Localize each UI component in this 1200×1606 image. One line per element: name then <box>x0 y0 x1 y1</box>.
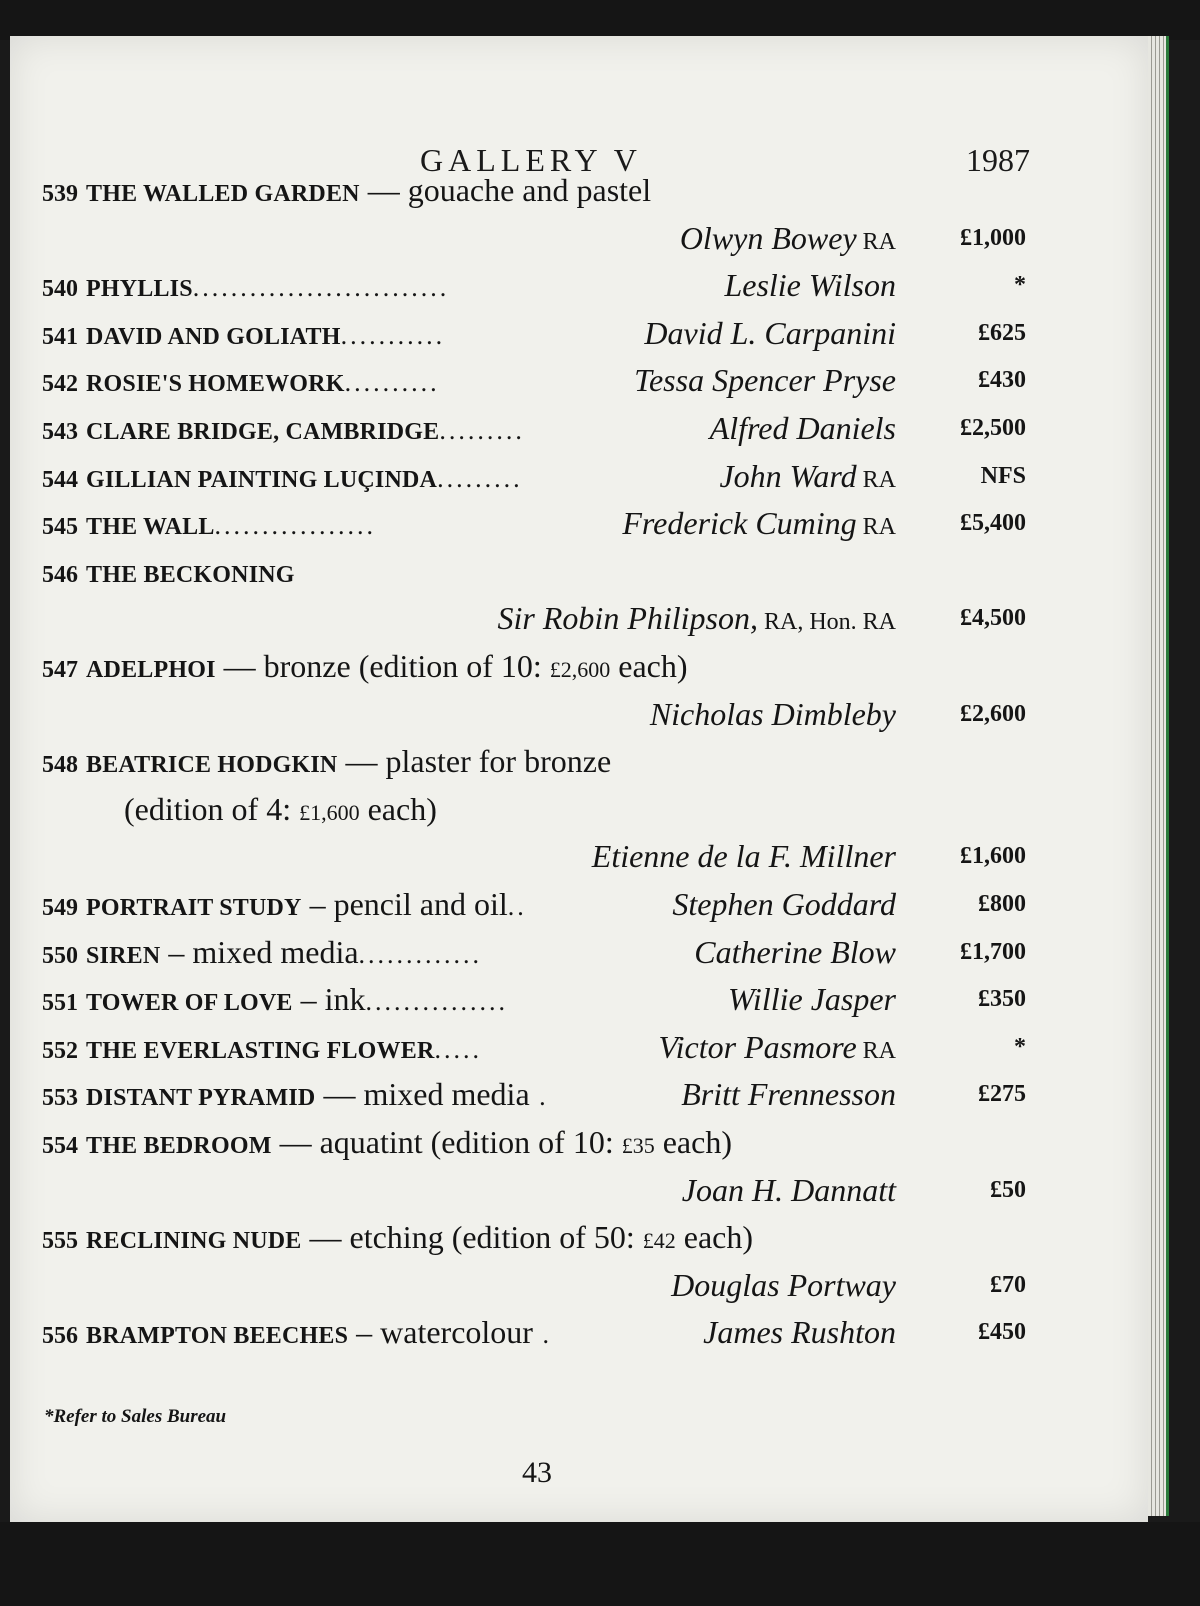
backdrop-top <box>0 0 1200 40</box>
entry-medium: etching (edition of 50: £42 each) <box>349 1219 754 1256</box>
entry-medium: aquatint (edition of 10: £35 each) <box>319 1124 732 1160</box>
entry-price: £2,500 <box>960 415 1026 441</box>
entry-artist: Leslie Wilson <box>724 267 896 304</box>
catalogue-line <box>10 930 1148 974</box>
artist-honours: RA <box>856 466 896 493</box>
entry-number: 555 <box>42 1228 78 1255</box>
catalogue-line <box>10 787 1148 831</box>
entry-title: ROSIE'S HOMEWORK <box>86 371 345 398</box>
entry-separator: — <box>359 172 408 208</box>
entry-price: £2,600 <box>960 700 1026 727</box>
catalogue-line <box>10 358 1148 402</box>
entry-number: 544 <box>42 466 78 493</box>
entry-number: 553 <box>42 1085 78 1112</box>
entry-number: 551 <box>42 990 78 1017</box>
entry-artist: Nicholas Dimbleby <box>649 695 896 732</box>
catalogue-line <box>10 1168 1148 1212</box>
catalogue-line <box>10 168 1148 212</box>
entry-number: 540 <box>42 276 78 303</box>
line-left <box>42 168 651 216</box>
entry-price: £50 <box>990 1176 1026 1203</box>
entry-number: 546 <box>42 561 78 588</box>
gallery-title: GALLERY V <box>420 142 642 178</box>
entry-separator: – <box>292 981 325 1018</box>
entry-artist: Sir Robin Philipson, RA, Hon. RA <box>497 600 896 637</box>
entry-artist: Britt Frennesson <box>681 1076 896 1113</box>
entry-medium: plaster for bronze <box>385 743 612 780</box>
page-number: 43 <box>522 1456 552 1489</box>
entry-number: 554 <box>42 1133 78 1159</box>
leader-dots: ..... <box>434 1034 482 1064</box>
catalogue-year: 1987 <box>966 142 1030 178</box>
entry-artist: Frederick Cuming RA <box>622 505 896 542</box>
catalogue-line <box>10 454 1148 498</box>
entry-title: THE WALLED GARDEN <box>86 181 360 207</box>
entry-artist: Etienne de la F. Millner <box>591 838 896 875</box>
entry-artist: Catherine Blow <box>694 933 896 970</box>
entry-price: £70 <box>990 1271 1026 1298</box>
catalogue-line <box>10 644 1148 688</box>
catalogue-line <box>10 549 1148 593</box>
entry-title: THE BEDROOM <box>86 1133 272 1159</box>
line-left <box>42 358 440 406</box>
entry-medium: mixed media <box>192 933 359 970</box>
artist-honours: RA <box>856 514 896 541</box>
line-left <box>42 501 376 549</box>
entry-title: RECLINING NUDE <box>86 1228 302 1255</box>
entry-artist: David L. Carpanini <box>644 314 896 351</box>
entry-title: SIREN <box>86 942 161 969</box>
entry-number: 543 <box>42 419 78 445</box>
entry-number: 545 <box>42 514 78 541</box>
line-left <box>42 882 527 930</box>
entry-number: 550 <box>42 942 78 969</box>
entry-title: BRAMPTON BEECHES <box>86 1323 349 1350</box>
entry-price: £5,400 <box>960 510 1026 537</box>
catalogue-line <box>10 501 1148 545</box>
entry-medium: (edition of 4: £1,600 each) <box>124 790 437 827</box>
leader-dots: . <box>529 1082 549 1112</box>
entry-medium: gouache and pastel <box>407 172 652 208</box>
entry-price: * <box>1014 272 1026 299</box>
entry-number: 541 <box>42 323 78 350</box>
entry-title: DISTANT PYRAMID <box>86 1085 316 1112</box>
line-left <box>124 787 437 835</box>
catalogue-line <box>10 1215 1148 1259</box>
line-left <box>42 549 295 597</box>
line-left <box>42 1215 753 1263</box>
entry-price: £450 <box>978 1319 1026 1346</box>
catalogue-line <box>10 739 1148 783</box>
catalogue-line <box>10 1310 1148 1354</box>
catalogue-line <box>10 406 1148 450</box>
line-left <box>42 454 523 502</box>
line-left <box>42 311 445 359</box>
leader-dots: ................. <box>214 511 377 541</box>
entry-separator: – <box>348 1314 381 1351</box>
edition-price: £42 <box>642 1228 676 1254</box>
entry-price: £800 <box>978 891 1026 917</box>
catalogue-page <box>10 36 1148 1522</box>
entry-price: £4,500 <box>960 605 1026 632</box>
catalogue-line <box>10 1072 1148 1116</box>
entry-medium: watercolour <box>380 1314 533 1351</box>
entry-price: £1,700 <box>960 938 1026 965</box>
leader-dots: ......... <box>439 416 525 445</box>
leader-dots: .......... <box>344 368 440 398</box>
entry-number: 547 <box>42 657 78 683</box>
leader-dots: ............... <box>365 987 509 1017</box>
entry-separator: — <box>315 1076 364 1113</box>
entry-price: £1,000 <box>960 224 1026 251</box>
catalogue-line <box>10 692 1148 736</box>
entry-title: GILLIAN PAINTING LUÇINDA <box>86 466 438 493</box>
entry-title: TOWER OF LOVE <box>86 990 293 1017</box>
catalogue-line <box>10 977 1148 1021</box>
entry-price: NFS <box>980 462 1026 489</box>
line-left <box>42 930 482 978</box>
leader-dots: ........... <box>340 320 446 350</box>
entry-separator: — <box>301 1219 350 1256</box>
entry-number: 539 <box>42 181 78 207</box>
entry-price: £625 <box>978 319 1026 346</box>
catalogue-line <box>10 1120 1148 1164</box>
leader-dots: .. <box>507 892 527 921</box>
line-left <box>42 977 508 1025</box>
catalogue-line <box>10 834 1148 878</box>
catalogue-line <box>10 311 1148 355</box>
line-left <box>42 1072 549 1120</box>
entry-artist: Joan H. Dannatt <box>681 1171 896 1208</box>
line-left <box>42 644 688 692</box>
entry-separator: – <box>301 886 334 922</box>
line-left <box>42 263 449 311</box>
leader-dots: . <box>532 1320 552 1350</box>
edition-price: £35 <box>621 1133 655 1158</box>
edition-price: £1,600 <box>299 799 360 825</box>
entry-price: £1,600 <box>960 843 1026 870</box>
line-left <box>42 1120 732 1168</box>
artist-honours: RA <box>856 1037 896 1064</box>
entry-artist: Victor Pasmore RA <box>658 1028 896 1065</box>
catalogue-line <box>10 1263 1148 1307</box>
entry-title: ADELPHOI <box>86 657 216 683</box>
leader-dots: ......... <box>437 463 523 493</box>
entry-medium: mixed media <box>363 1076 530 1113</box>
entry-number: 549 <box>42 895 78 921</box>
leader-dots: ............. <box>358 939 483 969</box>
entry-separator: – <box>160 933 193 970</box>
entry-artist: Willie Jasper <box>728 981 896 1018</box>
entry-artist: John Ward RA <box>719 457 896 494</box>
entry-separator: — <box>271 1124 320 1160</box>
footnote: *Refer to Sales Bureau <box>44 1406 227 1427</box>
entry-separator: — <box>215 648 264 684</box>
entry-price: £275 <box>978 1081 1026 1108</box>
entry-title: PORTRAIT STUDY <box>86 895 302 921</box>
entry-artist: Olwyn Bowey RA <box>679 219 896 256</box>
leader-dots: ........................... <box>192 273 450 303</box>
line-left <box>42 1025 482 1073</box>
catalogue-line <box>10 263 1148 307</box>
artist-honours: RA, Hon. RA <box>757 609 896 636</box>
entry-artist: James Rushton <box>703 1314 896 1351</box>
entry-separator: — <box>337 743 386 780</box>
entry-artist: Alfred Daniels <box>709 410 896 446</box>
entry-number: 542 <box>42 371 78 398</box>
entry-title: THE BECKONING <box>86 561 295 588</box>
catalogue-line <box>10 596 1148 640</box>
backdrop-bottom <box>0 1522 1200 1606</box>
entry-number: 556 <box>42 1323 78 1350</box>
entry-artist: Tessa Spencer Pryse <box>634 362 896 399</box>
entry-number: 552 <box>42 1037 78 1064</box>
edition-price: £2,600 <box>549 657 611 682</box>
entry-price: £350 <box>978 986 1026 1013</box>
entry-medium: ink <box>324 981 366 1018</box>
line-left <box>42 406 525 454</box>
entry-title: CLARE BRIDGE, CAMBRIDGE <box>86 419 440 445</box>
entry-title: DAVID AND GOLIATH <box>86 323 341 350</box>
catalogue-line <box>10 216 1148 260</box>
entry-number: 548 <box>42 752 78 779</box>
entry-title: PHYLLIS <box>86 276 193 303</box>
catalogue-line <box>10 882 1148 926</box>
entry-title: THE WALL <box>86 514 215 541</box>
entry-price: * <box>1014 1033 1026 1060</box>
entry-medium: bronze (edition of 10: £2,600 each) <box>263 648 688 684</box>
entry-title: BEATRICE HODGKIN <box>86 752 338 779</box>
entry-artist: Douglas Portway <box>671 1266 896 1303</box>
line-left <box>42 1310 552 1358</box>
catalogue-line <box>10 1025 1148 1069</box>
artist-honours: RA <box>856 228 896 255</box>
entry-title: THE EVERLASTING FLOWER <box>86 1037 435 1064</box>
entry-medium: pencil and oil <box>333 886 508 922</box>
line-left <box>42 739 611 787</box>
entry-artist: Stephen Goddard <box>672 886 896 922</box>
entry-price: £430 <box>978 367 1026 394</box>
